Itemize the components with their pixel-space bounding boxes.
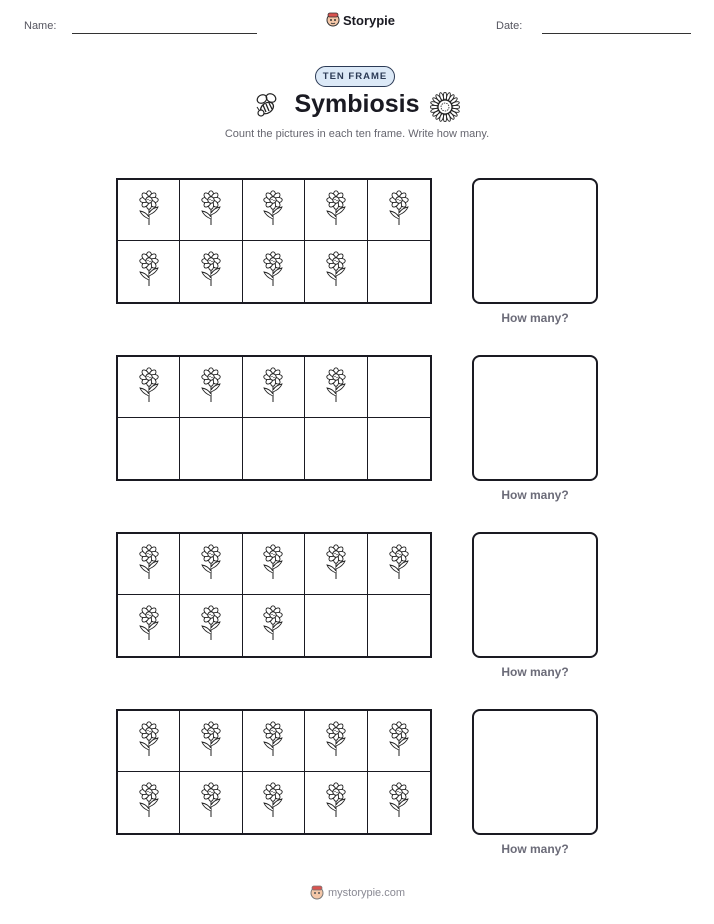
ten-frame-cell	[118, 711, 180, 772]
ten-frame	[116, 709, 432, 835]
flower-icon	[260, 543, 286, 586]
ten-frame-cell	[368, 418, 430, 479]
flower-icon	[198, 189, 224, 232]
flower-icon	[198, 720, 224, 763]
ten-frame-cell	[118, 241, 180, 302]
flower-icon	[386, 543, 412, 586]
flower-icon	[136, 366, 162, 409]
flower-icon	[136, 781, 162, 824]
ten-frame-cell	[180, 418, 242, 479]
flower-icon	[198, 366, 224, 409]
answer-box[interactable]	[472, 532, 598, 658]
answer-box[interactable]	[472, 355, 598, 481]
flower-icon	[136, 720, 162, 763]
flower-icon	[260, 250, 286, 293]
how-many-label: How many?	[501, 488, 569, 502]
date-line[interactable]	[542, 33, 691, 34]
ten-frame-cell	[305, 418, 367, 479]
flower-icon	[198, 543, 224, 586]
flower-icon	[260, 781, 286, 824]
ten-frame-badge: TEN FRAME	[315, 66, 395, 87]
ten-frame-cell	[305, 357, 367, 418]
name-line[interactable]	[72, 33, 257, 34]
ten-frame-cell	[243, 595, 305, 656]
ten-frame	[116, 532, 432, 658]
ten-frame-cell	[180, 534, 242, 595]
ten-frame-cell	[180, 595, 242, 656]
sunflower-icon	[430, 92, 460, 122]
ten-frame-cell	[305, 180, 367, 241]
ten-frame-cell	[368, 595, 430, 656]
footer	[310, 885, 405, 901]
flower-icon	[198, 250, 224, 293]
flower-icon	[323, 720, 349, 763]
ten-frame-cell	[243, 418, 305, 479]
ten-frame-cell	[243, 772, 305, 833]
storypie-mascot-icon	[326, 12, 340, 28]
how-many-label: How many?	[501, 842, 569, 856]
ten-frame-cell	[118, 357, 180, 418]
how-many-label: How many?	[501, 311, 569, 325]
ten-frame-cell	[305, 241, 367, 302]
ten-frame-cell	[368, 241, 430, 302]
flower-icon	[323, 366, 349, 409]
flower-icon	[136, 250, 162, 293]
flower-icon	[323, 543, 349, 586]
answer-box[interactable]	[472, 178, 598, 304]
flower-icon	[260, 604, 286, 647]
flower-icon	[386, 781, 412, 824]
ten-frame-cell	[368, 534, 430, 595]
flower-icon	[260, 366, 286, 409]
ten-frame-cell	[368, 357, 430, 418]
ten-frame-cell	[118, 595, 180, 656]
ten-frame-cell	[305, 595, 367, 656]
ten-frame-cell	[118, 772, 180, 833]
ten-frame-cell	[368, 711, 430, 772]
ten-frame-cell	[243, 357, 305, 418]
ten-frame-cell	[368, 772, 430, 833]
flower-icon	[198, 781, 224, 824]
flower-icon	[198, 604, 224, 647]
storypie-mascot-icon	[310, 885, 324, 901]
ten-frame-cell	[305, 534, 367, 595]
flower-icon	[136, 604, 162, 647]
worksheet-title: Symbiosis	[294, 90, 420, 118]
ten-frame-cell	[118, 534, 180, 595]
ten-frame-cell	[180, 357, 242, 418]
ten-frame-cell	[368, 180, 430, 241]
flower-icon	[260, 720, 286, 763]
ten-frame-cell	[180, 241, 242, 302]
ten-frame-cell	[243, 534, 305, 595]
ten-frame-cell	[305, 711, 367, 772]
ten-frame-cell	[180, 180, 242, 241]
ten-frame-cell	[118, 418, 180, 479]
ten-frame-cell	[243, 180, 305, 241]
date-label: Date:	[496, 20, 523, 32]
ten-frame-cell	[243, 711, 305, 772]
flower-icon	[323, 781, 349, 824]
flower-icon	[260, 189, 286, 232]
flower-icon	[386, 189, 412, 232]
flower-icon	[323, 250, 349, 293]
brand-logo	[326, 12, 395, 28]
ten-frame-cell	[180, 772, 242, 833]
ten-frame-cell	[243, 241, 305, 302]
ten-frame-cell	[118, 180, 180, 241]
name-label: Name:	[24, 20, 57, 32]
ten-frame-cell	[305, 772, 367, 833]
flower-icon	[323, 189, 349, 232]
brand-name: Storypie	[343, 12, 396, 28]
flower-icon	[136, 189, 162, 232]
flower-icon	[386, 720, 412, 763]
answer-box[interactable]	[472, 709, 598, 835]
instructions-text: Count the pictures in each ten frame. Write how many.	[224, 128, 490, 140]
flower-icon	[136, 543, 162, 586]
ten-frame	[116, 178, 432, 304]
footer-url: mystorypie.com	[328, 887, 406, 899]
ten-frame-cell	[180, 711, 242, 772]
how-many-label: How many?	[501, 665, 569, 679]
ten-frame	[116, 355, 432, 481]
